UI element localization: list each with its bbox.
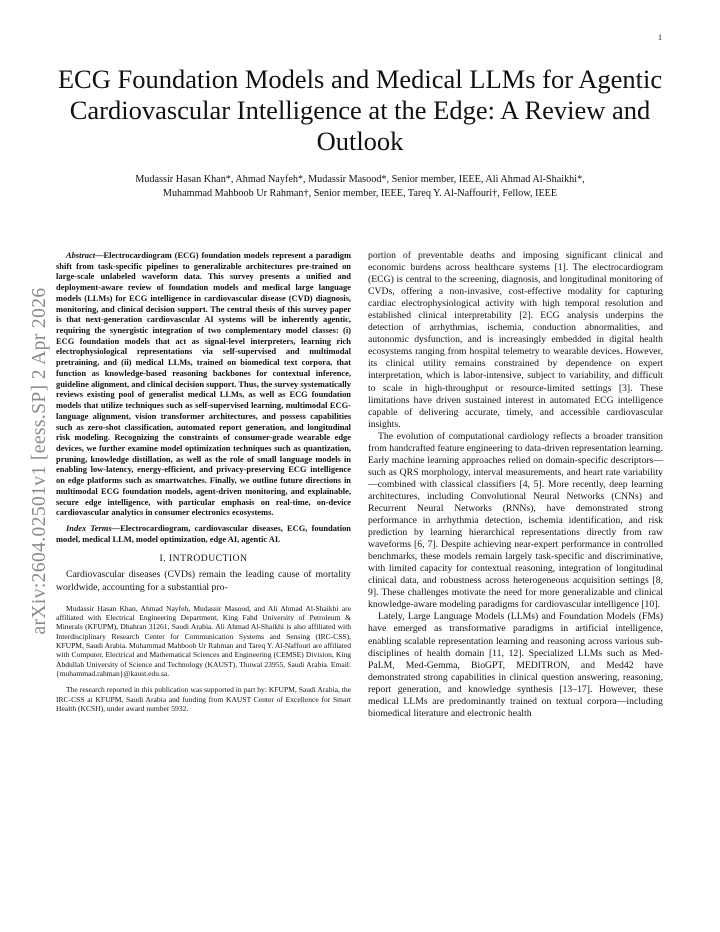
intro-paragraph-2: The evolution of computational cardiology reflects a broader transition from handcrafted feature engineering to data-driven representation learning. Early machine learning approaches relied on domain-specific descriptors—such as QRS morphology, interval measurements, and heart rate variability—combined with classical classifiers [4, 5]. More recently, deep learning architectures, including Convolutional Neural Networks (CNNs) and Recurrent Neural Networks (RNNs), have demonstrated strong performance in arrhythmia detection, ischemia identification, and risk prediction by learning hierarchical representations directly from raw waveforms [6, 7]. Despite achieving near-expert performance in controlled benchmarks, these models remain largely task-specific and discriminative, with limited capacity for contextual reasoning, integration of longitudinal clinical data, and robustness across heterogeneous acquisition settings [8, 9]. These challenges motivate the need for more generalizable and clinical knowledge-aware modeling paradigms for cardiovascular intelligence [10].: [368, 430, 663, 611]
author-line-2: Muhammad Mahboob Ur Rahman†, Senior member, IEEE, Tareq Y. Al-Naffouri†, Fellow, IEEE: [162, 188, 558, 199]
arxiv-identifier-stamp: arXiv:2604.02501v1 [eess.SP] 2 Apr 2026: [29, 287, 50, 635]
intro-paragraph-start: Cardiovascular diseases (CVDs) remain the leading cause of mortality worldwide, accounting for a substantial pro-: [56, 569, 351, 593]
intro-paragraph-1: portion of preventable deaths and imposing significant clinical and economic burdens across healthcare systems [1]. The electrocardiogram (ECG) is central to the screening, diagnosis, and longitudinal monitoring of CVDs, offering a non-invasive, cost-effective modality for capturing cardiac electrophysiological activity with high temporal resolution and established clinical interpretability [2]. ECG analysis underpins the detection of arrhythmias, ischemia, conduction abnormalities, and autonomic dysfunction, and is increasingly embedded in digital health ecosystems ranging from hospital telemetry to wearable devices. However, its clinical utility remains constrained by dependence on expert interpretation, which is labor-intensive, subject to variability, and difficult to scale in high-throughput or resource-limited settings [3]. These limitations have driven sustained interest in automated ECG intelligence capable of delivering accurate, timely, and accessible cardiovascular insights.: [368, 250, 663, 430]
section-heading-introduction: I. INTRODUCTION: [159, 553, 248, 565]
abstract-label: Abstract: [66, 250, 96, 260]
author-line-1: Mudassir Hasan Khan*, Ahmad Nayfeh*, Mudassir Masood*, Senior member, IEEE, Ali Ahmad Al-Shaikhi*,: [135, 174, 585, 185]
right-column: [368, 250, 663, 720]
index-terms-label: Index Terms: [66, 522, 112, 533]
page-number: 1: [658, 33, 662, 42]
footnote-affiliations: Mudassir Hasan Khan, Ahmad Nayfeh, Mudassir Masood, and Ali Ahmad Al-Shaikhi are affiliated with Electrical Engineering Department, King Fahd University of Petroleum & Minerals (KFUPM), Dhahran 31261, Saudi Arabia. Ali Ahmad Al-Shaikhi is also affiliated with Interdisciplinary Research Center for Communication Systems and Sensing (IRC-CSS), KFUPM, Saudi Arabia. Muhammad Mahboob Ur Rahman and Tareq Y. Al-Naffouri are affiliated with Computer, Electrical and Mathematical Sciences and Engineering (CEMSE) Division, King Abdullah University of Science and Technology (KAUST), Thuwal 23955, Saudi Arabia. Email: {muhammad.rahman}@kaust.edu.sa.: [56, 603, 351, 678]
index-terms: [56, 523, 351, 544]
left-column: [56, 250, 351, 713]
index-terms-text: —Electrocardiogram, cardiovascular diseases, ECG, foundation model, medical LLM, model optimization, edge AI, agentic AI.: [56, 522, 351, 544]
author-list: [50, 173, 670, 201]
intro-paragraph-3: Lately, Large Language Models (LLMs) and Foundation Models (FMs) have emerged as transformative paradigms in artificial intelligence, enabling scalable representation learning and reasoning across various sub-disciplines of health domain [11, 12]. Specialized LLMs such as Med-PaLM, Med-Gemma, BioGPT, MEDITRON, and Med42 have demonstrated strong capabilities in clinical question answering, reasoning, report generation, and knowledge synthesis [13–17]. However, these medical LLMs are predominantly trained on textual corpora—including biomedical literature and electronic health: [368, 611, 663, 719]
abstract-text: —Electrocardiogram (ECG) foundation models represent a paradigm shift from task-specific pipelines to generalizable architectures pre-trained on large-scale unlabeled waveform data. This survey presents a unified and deployment-aware review of foundation models and medical large language models (LLMs) for ECG intelligence in cardiovascular disease (CVD) diagnosis, monitoring, and clinical decision support. The central thesis of this survey paper is that next-generation cardiovascular AI systems will be inherently agentic, requiring the synergistic integration of two complementary model classes: (i) ECG foundation models that act as signal-level interpreters, learning rich electrophysiological representations via self-supervised and multimodal pretraining, and (ii) medical LLMs, trained on biomedical text corpora, that function as knowledge-based reasoning backbones for contextual inference, guideline alignment, and clinical decision support. Thus, the survey systematically reviews existing pool of generalist medical LLMs, as well as ECG foundation models that utilize techniques such as self-supervised learning, multimodal ECG-language alignment, vision transformer architectures, and possess capabilities such as zero-shot classification, automated report generation, and longitudinal risk modeling. Recognizing the constraints of consumer-grade wearable edge devices, we further examine model optimization techniques such as quantization, pruning, knowledge distillation, as well as the role of small language models in enabling low-latency, energy-efficient, and privacy-preserving ECG intelligence on edge platforms such as smartwatches. Finally, we outline future directions in multimodal ECG foundation models, agent-driven monitoring, and explainable, secure edge intelligence, with particular emphasis on real-time, on-device cardiovascular analytics in consumer electronics ecosystems.: [56, 250, 351, 518]
abstract: [56, 250, 351, 518]
footnote-funding: The research reported in this publication was supported in part by: KFUPM, Saudi Arabia, the IRC-CSS at KFUPM, Saudi Arabia and funding from KAUST Center of Excellence for Smart Health (KCSH), under award number 5932.: [56, 685, 351, 713]
paper-title: ECG Foundation Models and Medical LLMs for Agentic Cardiovascular Intelligence at the Edge: A Review and Outlook: [57, 64, 663, 156]
